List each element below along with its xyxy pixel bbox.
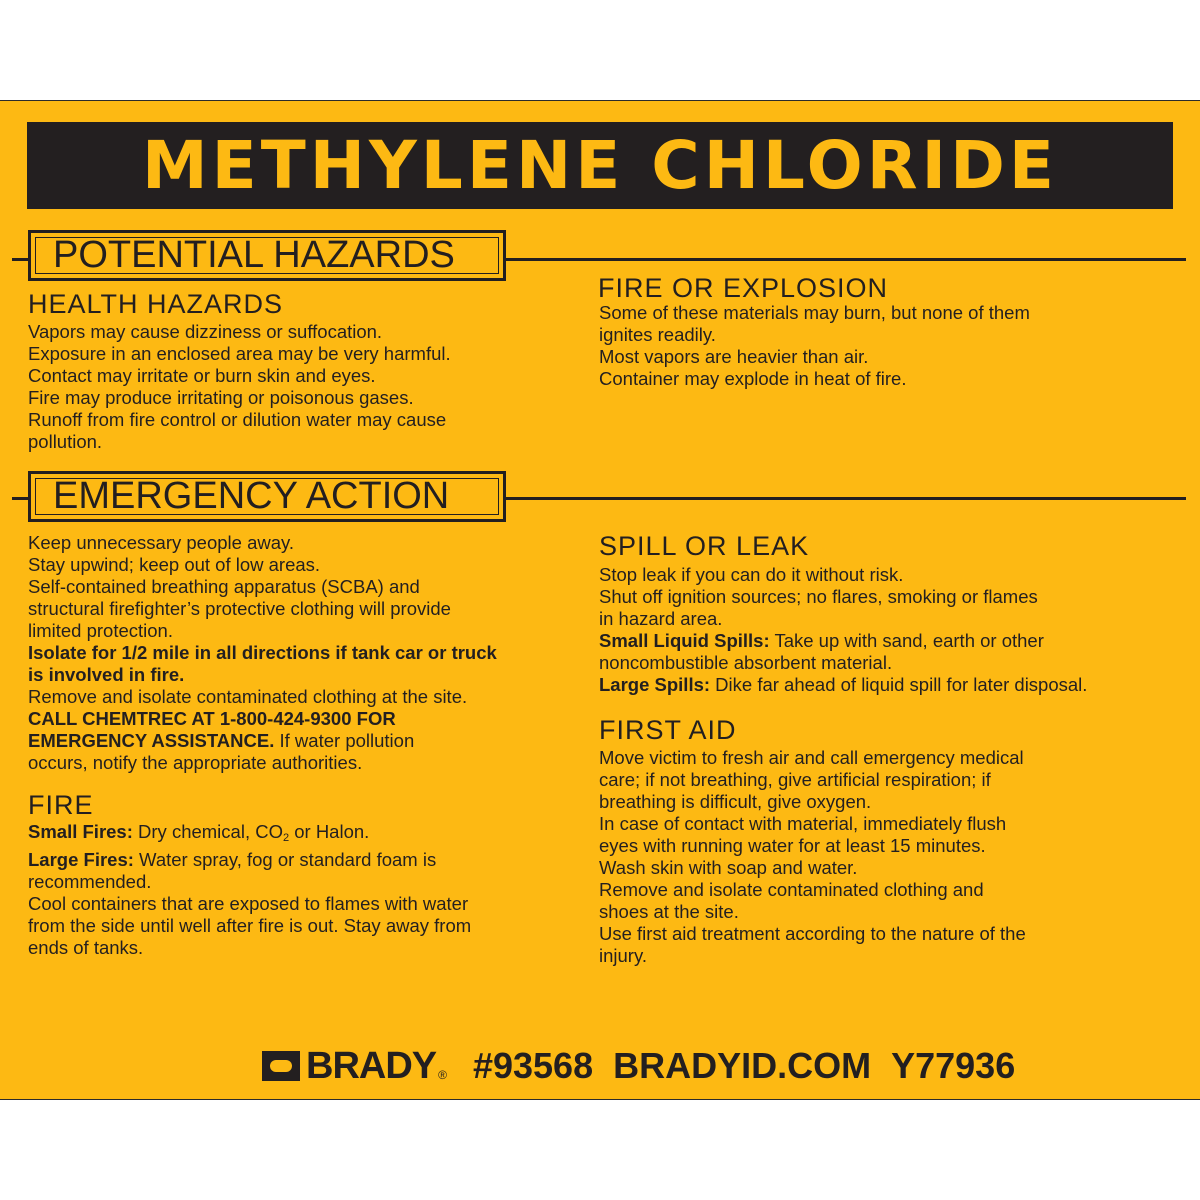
rule-right-potential <box>506 258 1186 261</box>
brady-wordmark: BRADY <box>306 1044 437 1087</box>
hazard-label <box>0 100 1200 1100</box>
text-line: Wash skin with soap and water. <box>599 857 858 878</box>
text-line: eyes with running water for at least 15 minutes. <box>599 835 986 856</box>
website: BRADYID.COM <box>613 1045 872 1086</box>
potential-hazards-heading <box>28 230 506 281</box>
chemtrec-call: CALL CHEMTREC AT 1-800-424-9300 FOR <box>28 708 396 729</box>
health-hazards-text <box>28 321 451 453</box>
fire-text <box>28 821 471 959</box>
text-span: Dike far ahead of liquid spill for later disposal. <box>710 674 1088 695</box>
text-line: Keep unnecessary people away. <box>28 532 295 553</box>
health-hazards-heading: HEALTH HAZARDS <box>28 289 284 319</box>
title-bar <box>27 122 1173 209</box>
text-line: Remove and isolate contaminated clothing and <box>599 879 984 900</box>
text-line: Contact may irritate or burn skin and eyes. <box>28 365 376 386</box>
text-line: in hazard area. <box>599 608 723 629</box>
spill-leak-text <box>599 564 1087 696</box>
fire-explosion-heading: FIRE OR EXPLOSION <box>598 273 889 303</box>
small-fires-label: Small Fires: <box>28 821 133 842</box>
fire-heading: FIRE <box>28 790 94 820</box>
text-line: Runoff from fire control or dilution water may cause <box>28 409 447 430</box>
text-span: or Halon. <box>289 821 370 842</box>
spill-leak-heading: SPILL OR LEAK <box>599 531 810 561</box>
registered-mark: ® <box>438 1067 447 1082</box>
text-line: In case of contact with material, immediately flush <box>599 813 1007 834</box>
text-line: Cool containers that are exposed to flames with water <box>28 893 469 914</box>
text-line <box>599 630 1087 652</box>
text-span: Dry chemical, CO <box>132 821 283 842</box>
rule-left-potential <box>12 258 28 261</box>
text-line <box>28 849 471 871</box>
text-line: occurs, notify the appropriate authorities. <box>28 752 363 773</box>
emergency-action-label: EMERGENCY ACTION <box>53 475 450 517</box>
text-line: shoes at the site. <box>599 901 739 922</box>
brady-mark-icon <box>262 1051 300 1081</box>
chemtrec-call: EMERGENCY ASSISTANCE. <box>28 730 275 751</box>
rule-left-emergency <box>12 497 28 500</box>
text-line <box>599 674 1087 696</box>
text-line: ignites readily. <box>599 324 716 345</box>
text-line: care; if not breathing, give artificial respiration; if <box>599 769 991 790</box>
text-line: Use first aid treatment according to the nature of the <box>599 923 1026 944</box>
text-line: Shut off ignition sources; no flares, smoking or flames <box>599 586 1038 607</box>
text-line: Stay upwind; keep out of low areas. <box>28 554 321 575</box>
text-line: Container may explode in heat of fire. <box>599 368 907 389</box>
text-span: Water spray, fog or standard foam is <box>133 849 437 870</box>
text-line: Exposure in an enclosed area may be very harmful. <box>28 343 451 364</box>
label-footer <box>262 1046 1035 1086</box>
text-line: injury. <box>599 945 647 966</box>
subscript: 2 <box>282 832 290 844</box>
text-line: Stop leak if you can do it without risk. <box>599 564 904 585</box>
label-title: METHYLENE CHLORIDE <box>142 127 1058 204</box>
text-line: Remove and isolate contaminated clothing at the site. <box>28 686 468 707</box>
part-number: #93568 <box>472 1045 594 1086</box>
small-spills-label: Small Liquid Spills: <box>599 630 770 651</box>
text-span: If water pollution <box>274 730 415 751</box>
text-line: Self-contained breathing apparatus (SCBA) and <box>28 576 420 597</box>
text-line: limited protection. <box>28 620 173 641</box>
text-line: breathing is difficult, give oxygen. <box>599 791 872 812</box>
isolate-warning: is involved in fire. <box>28 664 185 685</box>
text-line: ends of tanks. <box>28 937 144 958</box>
text-line: from the side until well after fire is out. Stay away from <box>28 915 472 936</box>
text-line: noncombustible absorbent material. <box>599 652 893 673</box>
text-line <box>28 821 471 849</box>
fire-explosion-text <box>599 302 1030 390</box>
emergency-general-text <box>28 532 497 774</box>
potential-hazards-label: POTENTIAL HAZARDS <box>53 234 455 276</box>
text-line: recommended. <box>28 871 152 892</box>
text-line: structural firefighter’s protective clothing will provide <box>28 598 451 619</box>
brady-logo <box>262 1045 447 1088</box>
first-aid-text <box>599 747 1026 967</box>
text-line: Vapors may cause dizziness or suffocation. <box>28 321 383 342</box>
text-line: Move victim to fresh air and call emergency medical <box>599 747 1024 768</box>
text-line <box>28 730 497 752</box>
text-line: Most vapors are heavier than air. <box>599 346 869 367</box>
text-line: Some of these materials may burn, but none of them <box>599 302 1030 323</box>
text-line: pollution. <box>28 431 103 452</box>
product-code: Y77936 <box>891 1045 1016 1086</box>
emergency-action-heading <box>28 471 506 522</box>
large-fires-label: Large Fires: <box>28 849 134 870</box>
text-span: Take up with sand, earth or other <box>769 630 1044 651</box>
isolate-warning: Isolate for 1/2 mile in all directions if tank car or truck <box>28 642 497 663</box>
first-aid-heading: FIRST AID <box>599 715 737 745</box>
large-spills-label: Large Spills: <box>599 674 711 695</box>
rule-right-emergency <box>506 497 1186 500</box>
text-line: Fire may produce irritating or poisonous gases. <box>28 387 414 408</box>
